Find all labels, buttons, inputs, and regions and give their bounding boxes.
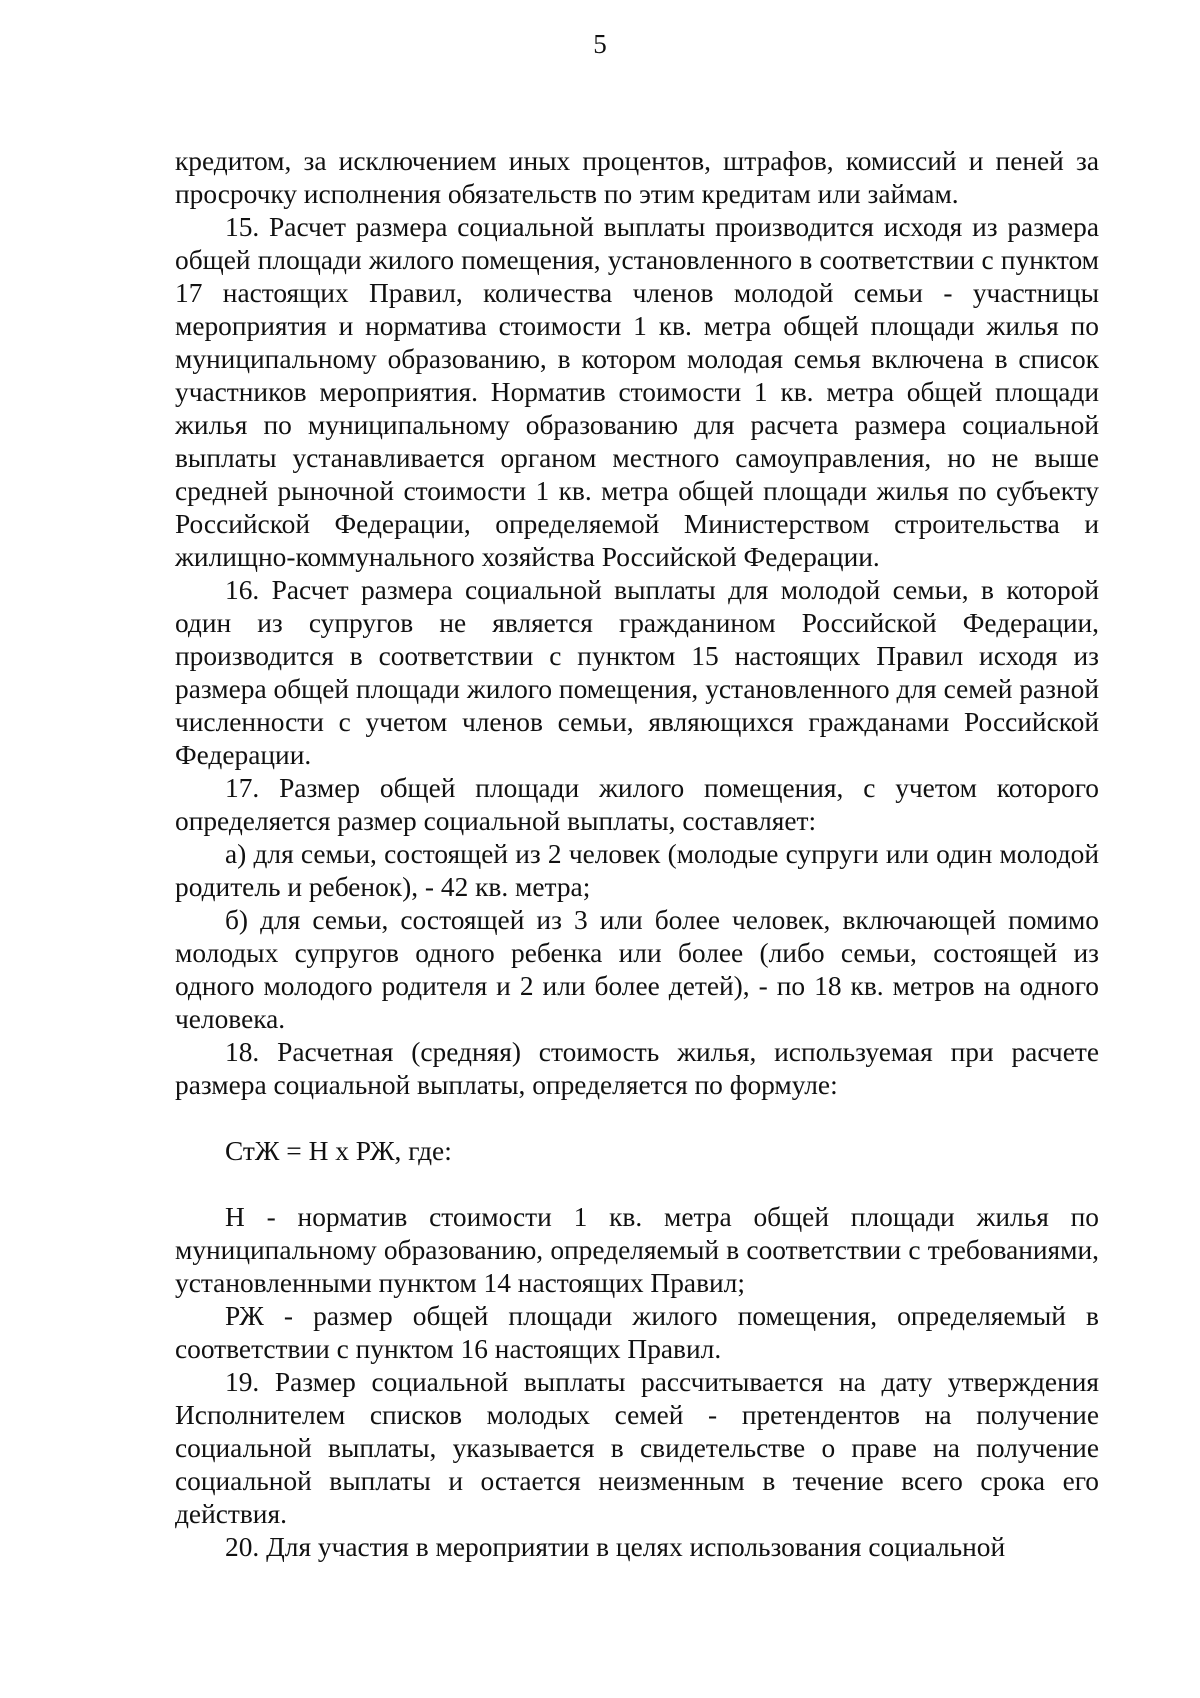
- paragraph-17-a: а) для семьи, состоящей из 2 человек (молодые супруги или один молодой родитель и ребенок), - 42 кв. метра;: [175, 839, 1099, 902]
- paragraph-16: 16. Расчет размера социальной выплаты для молодой семьи, в которой один из супругов не является гражданином Российской Федерации, производится в соответствии с пунктом 15 настоящих Правил исходя из размера общей площади жилого помещения, установленного для семей разной численности с учетом членов семьи, являющихся гражданами Российской Федерации.: [175, 575, 1099, 770]
- definition-h: Н - норматив стоимости 1 кв. метра общей площади жилья по муниципальному образованию, определяемый в соответствии с требованиями, установленными пунктом 14 настоящих Правил;: [175, 1202, 1099, 1298]
- document-body: [175, 145, 1099, 1564]
- definition-rzh: РЖ - размер общей площади жилого помещения, определяемый в соответствии с пунктом 16 настоящих Правил.: [175, 1301, 1099, 1364]
- paragraph-17: 17. Размер общей площади жилого помещения, с учетом которого определяется размер социальной выплаты, составляет:: [175, 773, 1099, 836]
- paragraph-18: 18. Расчетная (средняя) стоимость жилья, используемая при расчете размера социальной выплаты, определяется по формуле:: [175, 1037, 1099, 1100]
- paragraph-15: 15. Расчет размера социальной выплаты производится исходя из размера общей площади жилого помещения, установленного в соответствии с пунктом 17 настоящих Правил, количества членов молодой семьи - участницы мероприятия и норматива стоимости 1 кв. метра общей площади жилья по муниципальному образованию, в котором молодая семья включена в список участников мероприятия. Норматив стоимости 1 кв. метра общей площади жилья по муниципальному образованию для расчета размера социальной выплаты устанавливается органом местного самоуправления, но не выше средней рыночной стоимости 1 кв. метра общей площади жилья по субъекту Российской Федерации, определяемой Министерством строительства и жилищно-коммунального хозяйства Российской Федерации.: [175, 212, 1099, 572]
- formula: СтЖ = Н х РЖ, где:: [225, 1136, 452, 1166]
- paragraph-17-b: б) для семьи, состоящей из 3 или более человек, включающей помимо молодых супругов одного ребенка или более (либо семьи, состоящей из одного молодого родителя и 2 или более детей), - по 18 кв. метров на одного человека.: [175, 905, 1099, 1034]
- paragraph-19: 19. Размер социальной выплаты рассчитывается на дату утверждения Исполнителем списков молодых семей - претендентов на получение социальной выплаты, указывается в свидетельстве о праве на получение социальной выплаты и остается неизменным в течение всего срока его действия.: [175, 1367, 1099, 1529]
- paragraph-20: 20. Для участия в мероприятии в целях использования социальной: [225, 1532, 1006, 1562]
- paragraph-continuation: кредитом, за исключением иных процентов, штрафов, комиссий и пеней за просрочку исполнения обязательств по этим кредитам или займам.: [175, 146, 1099, 209]
- page-number: 5: [593, 29, 607, 59]
